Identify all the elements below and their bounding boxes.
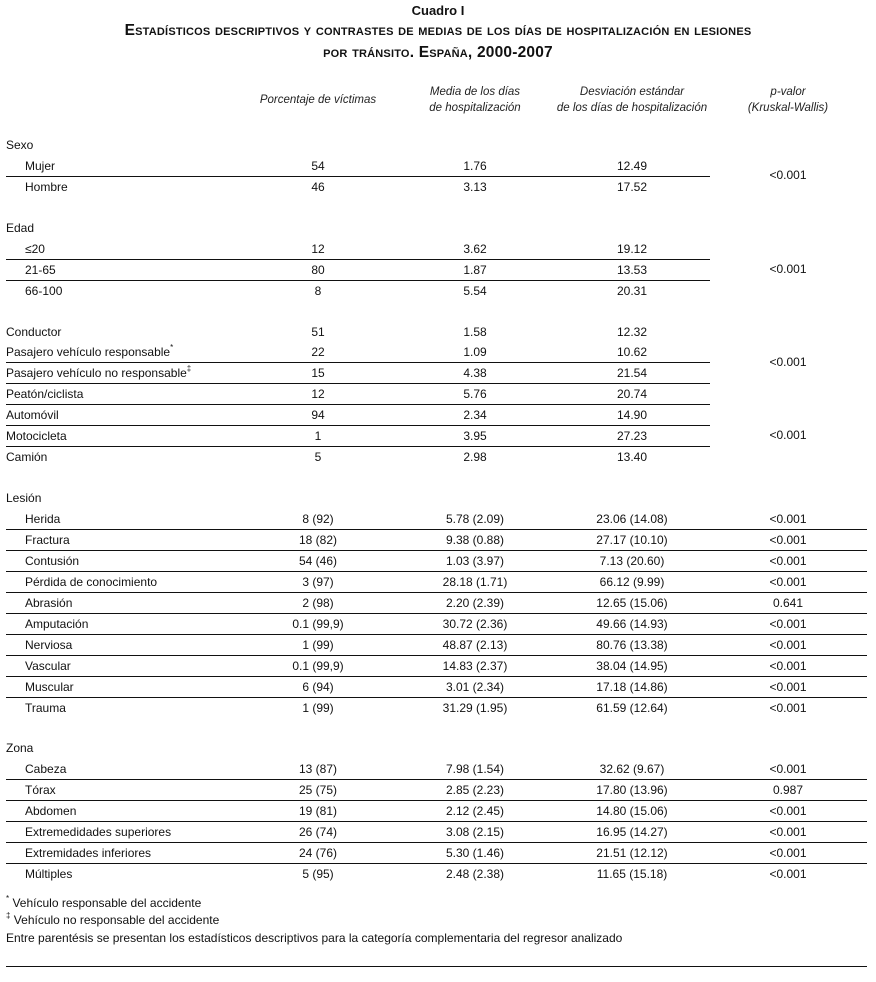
- table-row: [0, 551, 876, 572]
- cell-pvalue: <0.001: [769, 762, 807, 776]
- cell-sd: 14.90: [616, 408, 648, 422]
- column-header-mean: [405, 84, 545, 116]
- row-label: Camión: [6, 450, 48, 464]
- cell-sd: 49.66 (14.93): [596, 617, 668, 631]
- cell-media: 1.76: [463, 159, 487, 173]
- cell-pct: 51: [311, 325, 325, 339]
- p-value-sexo: <0.001: [769, 168, 807, 182]
- table-row: [0, 656, 876, 677]
- table-row: [0, 530, 876, 551]
- cell-pct: 26 (74): [298, 825, 338, 839]
- cell-sd: 12.65 (15.06): [596, 596, 668, 610]
- cell-pct: 1 (99): [302, 638, 334, 652]
- row-label: Contusión: [25, 554, 80, 568]
- cell-media: 5.30 (1.46): [445, 846, 505, 860]
- table-row: [0, 759, 876, 780]
- table-row: [0, 698, 876, 719]
- cell-pvalue: <0.001: [769, 638, 807, 652]
- table-row: [0, 677, 876, 698]
- table-row: [0, 864, 876, 885]
- row-label: Pérdida de conocimiento: [25, 575, 158, 589]
- row-label: Herida: [25, 512, 61, 526]
- row-label: Conductor: [6, 325, 62, 339]
- footnote-mark-double-dagger: ‡: [186, 364, 192, 373]
- cell-pvalue: <0.001: [769, 701, 807, 715]
- cell-sd: 13.53: [616, 263, 648, 277]
- cell-pct: 12: [311, 387, 325, 401]
- cell-pvalue: <0.001: [769, 825, 807, 839]
- cell-pct: 1 (99): [302, 701, 334, 715]
- cell-media: 9.38 (0.88): [445, 533, 505, 547]
- cell-media: 3.62: [463, 242, 487, 256]
- cell-media: 2.98: [463, 450, 487, 464]
- cell-sd: 61.59 (12.64): [596, 701, 668, 715]
- cell-pct: 12: [311, 242, 325, 256]
- footnote-1-text: Vehículo responsable del accidente: [12, 896, 202, 910]
- cell-media: 7.98 (1.54): [445, 762, 505, 776]
- cell-media: 30.72 (2.36): [442, 617, 508, 631]
- cell-pct: 15: [311, 366, 325, 380]
- row-label: Peatón/ciclista: [6, 387, 84, 401]
- row-label: Tórax: [25, 783, 56, 797]
- table-title-line-2: por tránsito. España, 2000-2007: [323, 44, 553, 61]
- cell-pvalue: <0.001: [769, 804, 807, 818]
- footnote-1: [6, 896, 201, 910]
- cell-media: 2.12 (2.45): [445, 804, 505, 818]
- cell-pct: 1: [314, 429, 322, 443]
- cell-sd: 12.49: [616, 159, 648, 173]
- row-label: Muscular: [25, 680, 74, 694]
- cell-media: 1.58: [463, 325, 487, 339]
- cell-pct: 2 (98): [302, 596, 334, 610]
- section-label-sexo: Sexo: [6, 138, 34, 152]
- cell-pct: 0.1 (99,9): [292, 659, 344, 673]
- cell-sd: 14.80 (15.06): [596, 804, 668, 818]
- cell-pct: 5: [314, 450, 322, 464]
- cell-sd: 21.54: [616, 366, 648, 380]
- footnote-2: [6, 913, 219, 927]
- cell-sd: 17.52: [616, 180, 648, 194]
- cell-pvalue: <0.001: [769, 512, 807, 526]
- cell-sd: 27.17 (10.10): [596, 533, 668, 547]
- cell-sd: 80.76 (13.38): [596, 638, 668, 652]
- p-value-edad: <0.001: [769, 262, 807, 276]
- cell-pct: 94: [311, 408, 325, 422]
- cell-sd: 16.95 (14.27): [596, 825, 668, 839]
- row-label: Cabeza: [25, 762, 67, 776]
- row-label: Fractura: [25, 533, 70, 547]
- cell-media: 3.13: [463, 180, 487, 194]
- table-row: [0, 447, 876, 468]
- table-row: [0, 593, 876, 614]
- cell-sd: 66.12 (9.99): [599, 575, 665, 589]
- section-label-zona: Zona: [6, 741, 34, 755]
- cell-pvalue: <0.001: [769, 575, 807, 589]
- cell-sd: 10.62: [616, 345, 648, 359]
- table-row: [0, 239, 876, 260]
- cell-pvalue: 0.987: [772, 783, 804, 797]
- table-row: [0, 509, 876, 530]
- cell-pct: 3 (97): [302, 575, 334, 589]
- cell-pct: 19 (81): [298, 804, 338, 818]
- row-label: 66-100: [25, 284, 63, 298]
- cell-sd: 17.18 (14.86): [596, 680, 668, 694]
- column-header-pvalue-line2: (Kruskal-Wallis): [747, 102, 829, 114]
- cell-pvalue: <0.001: [769, 617, 807, 631]
- footnote-3: Entre parentésis se presentan los estadísticos descriptivos para la categoría complementaria del regresor analizado: [6, 931, 623, 945]
- cell-sd: 20.31: [616, 284, 648, 298]
- footnote-2-text: Vehículo no responsable del accidente: [13, 913, 220, 927]
- cell-pvalue: <0.001: [769, 867, 807, 881]
- cell-pct: 8: [314, 284, 322, 298]
- row-label: Múltiples: [25, 867, 73, 881]
- row-label: Amputación: [25, 617, 89, 631]
- column-header-percentage: Porcentaje de víctimas: [259, 94, 377, 106]
- table-row: [0, 281, 876, 302]
- row-label: [6, 366, 191, 380]
- row-label: 21-65: [25, 263, 56, 277]
- cell-media: 31.29 (1.95): [442, 701, 508, 715]
- cell-media: 14.83 (2.37): [442, 659, 508, 673]
- section-label-lesion: Lesión: [6, 491, 42, 505]
- table-title-line-1: Estadísticos descriptivos y contrastes de medias de los días de hospitalización en lesiones: [124, 22, 752, 39]
- cell-media: 2.20 (2.39): [445, 596, 505, 610]
- cell-pct: 25 (75): [298, 783, 338, 797]
- column-header-mean-line2: de hospitalización: [429, 102, 521, 114]
- row-label: Trauma: [25, 701, 66, 715]
- cell-media: 2.48 (2.38): [445, 867, 505, 881]
- cell-media: 3.01 (2.34): [445, 680, 505, 694]
- cell-pct: 13 (87): [298, 762, 338, 776]
- cell-sd: 32.62 (9.67): [599, 762, 665, 776]
- cell-sd: 19.12: [616, 242, 648, 256]
- cell-sd: 13.40: [616, 450, 648, 464]
- table-row: [0, 384, 876, 405]
- cell-media: 1.87: [463, 263, 487, 277]
- row-label-text: Pasajero vehículo responsable: [6, 345, 171, 359]
- row-label-text: Pasajero vehículo no responsable: [6, 366, 187, 380]
- table-row: [0, 614, 876, 635]
- cell-media: 3.95: [463, 429, 487, 443]
- cell-sd: 27.23: [616, 429, 648, 443]
- cell-sd: 23.06 (14.08): [596, 512, 668, 526]
- cell-media: 5.78 (2.09): [445, 512, 505, 526]
- cell-media: 48.87 (2.13): [442, 638, 508, 652]
- cell-media: 1.09: [463, 345, 487, 359]
- row-label: [6, 345, 173, 359]
- table-row: [0, 322, 876, 343]
- cell-sd: 7.13 (20.60): [599, 554, 665, 568]
- table-row: [0, 822, 876, 843]
- cell-media: 3.08 (2.15): [445, 825, 505, 839]
- cell-sd: 21.51 (12.12): [596, 846, 668, 860]
- cell-media: 5.76: [463, 387, 487, 401]
- cell-media: 1.03 (3.97): [445, 554, 505, 568]
- p-value-vehiculo: <0.001: [769, 428, 807, 442]
- column-header-pvalue-line1: p-valor: [770, 86, 806, 98]
- row-label: Extremedidades superiores: [25, 825, 172, 839]
- p-value-rol: <0.001: [769, 355, 807, 369]
- row-label: Vascular: [25, 659, 71, 673]
- cell-pct: 54 (46): [298, 554, 338, 568]
- cell-sd: 20.74: [616, 387, 648, 401]
- cell-pct: 0.1 (99,9): [292, 617, 344, 631]
- column-header-pvalue: [728, 84, 848, 116]
- column-header-sd-line1: Desviación estándar: [579, 86, 685, 98]
- table-row: [0, 780, 876, 801]
- table-row: [0, 405, 876, 426]
- cell-pct: 18 (82): [298, 533, 338, 547]
- row-label: Motocicleta: [6, 429, 67, 443]
- footnote-mark-asterisk: *: [170, 343, 174, 352]
- column-header-sd-line2: de los días de hospitalización: [556, 102, 708, 114]
- cell-pct: 22: [311, 345, 325, 359]
- cell-media: 2.34: [463, 408, 487, 422]
- cell-sd: 12.32: [616, 325, 648, 339]
- cell-sd: 38.04 (14.95): [596, 659, 668, 673]
- row-label: Abdomen: [25, 804, 77, 818]
- table-row: [0, 635, 876, 656]
- row-label: Abrasión: [25, 596, 73, 610]
- column-header-sd: [540, 84, 724, 116]
- footnote-mark-asterisk: *: [6, 894, 10, 903]
- cell-pct: 8 (92): [302, 512, 334, 526]
- column-header-mean-line1: Media de los días: [429, 86, 521, 98]
- cell-pvalue: <0.001: [769, 659, 807, 673]
- cell-pvalue: <0.001: [769, 680, 807, 694]
- cell-pct: 46: [311, 180, 325, 194]
- bottom-rule: [6, 966, 867, 967]
- row-label: Mujer: [25, 159, 56, 173]
- cell-media: 2.85 (2.23): [445, 783, 505, 797]
- footnote-mark-double-dagger: ‡: [6, 911, 11, 920]
- row-label: Nerviosa: [25, 638, 73, 652]
- cell-pct: 6 (94): [302, 680, 334, 694]
- cell-pvalue: <0.001: [769, 846, 807, 860]
- cell-pvalue: <0.001: [769, 554, 807, 568]
- table-number: Cuadro I: [411, 3, 465, 18]
- row-label: Hombre: [25, 180, 68, 194]
- row-label: Automóvil: [6, 408, 59, 422]
- cell-pvalue: 0.641: [772, 596, 804, 610]
- cell-media: 5.54: [463, 284, 487, 298]
- cell-sd: 17.80 (13.96): [596, 783, 668, 797]
- row-label: Extremidades inferiores: [25, 846, 152, 860]
- table-row: [0, 801, 876, 822]
- cell-pct: 54: [311, 159, 325, 173]
- section-label-edad: Edad: [6, 221, 35, 235]
- cell-media: 4.38: [463, 366, 487, 380]
- table-row: [0, 843, 876, 864]
- cell-sd: 11.65 (15.18): [596, 867, 668, 881]
- cell-media: 28.18 (1.71): [442, 575, 508, 589]
- cell-pvalue: <0.001: [769, 533, 807, 547]
- row-label: ≤20: [25, 242, 45, 256]
- cell-pct: 80: [311, 263, 325, 277]
- cell-pct: 24 (76): [298, 846, 338, 860]
- table-row: [0, 572, 876, 593]
- cell-pct: 5 (95): [302, 867, 334, 881]
